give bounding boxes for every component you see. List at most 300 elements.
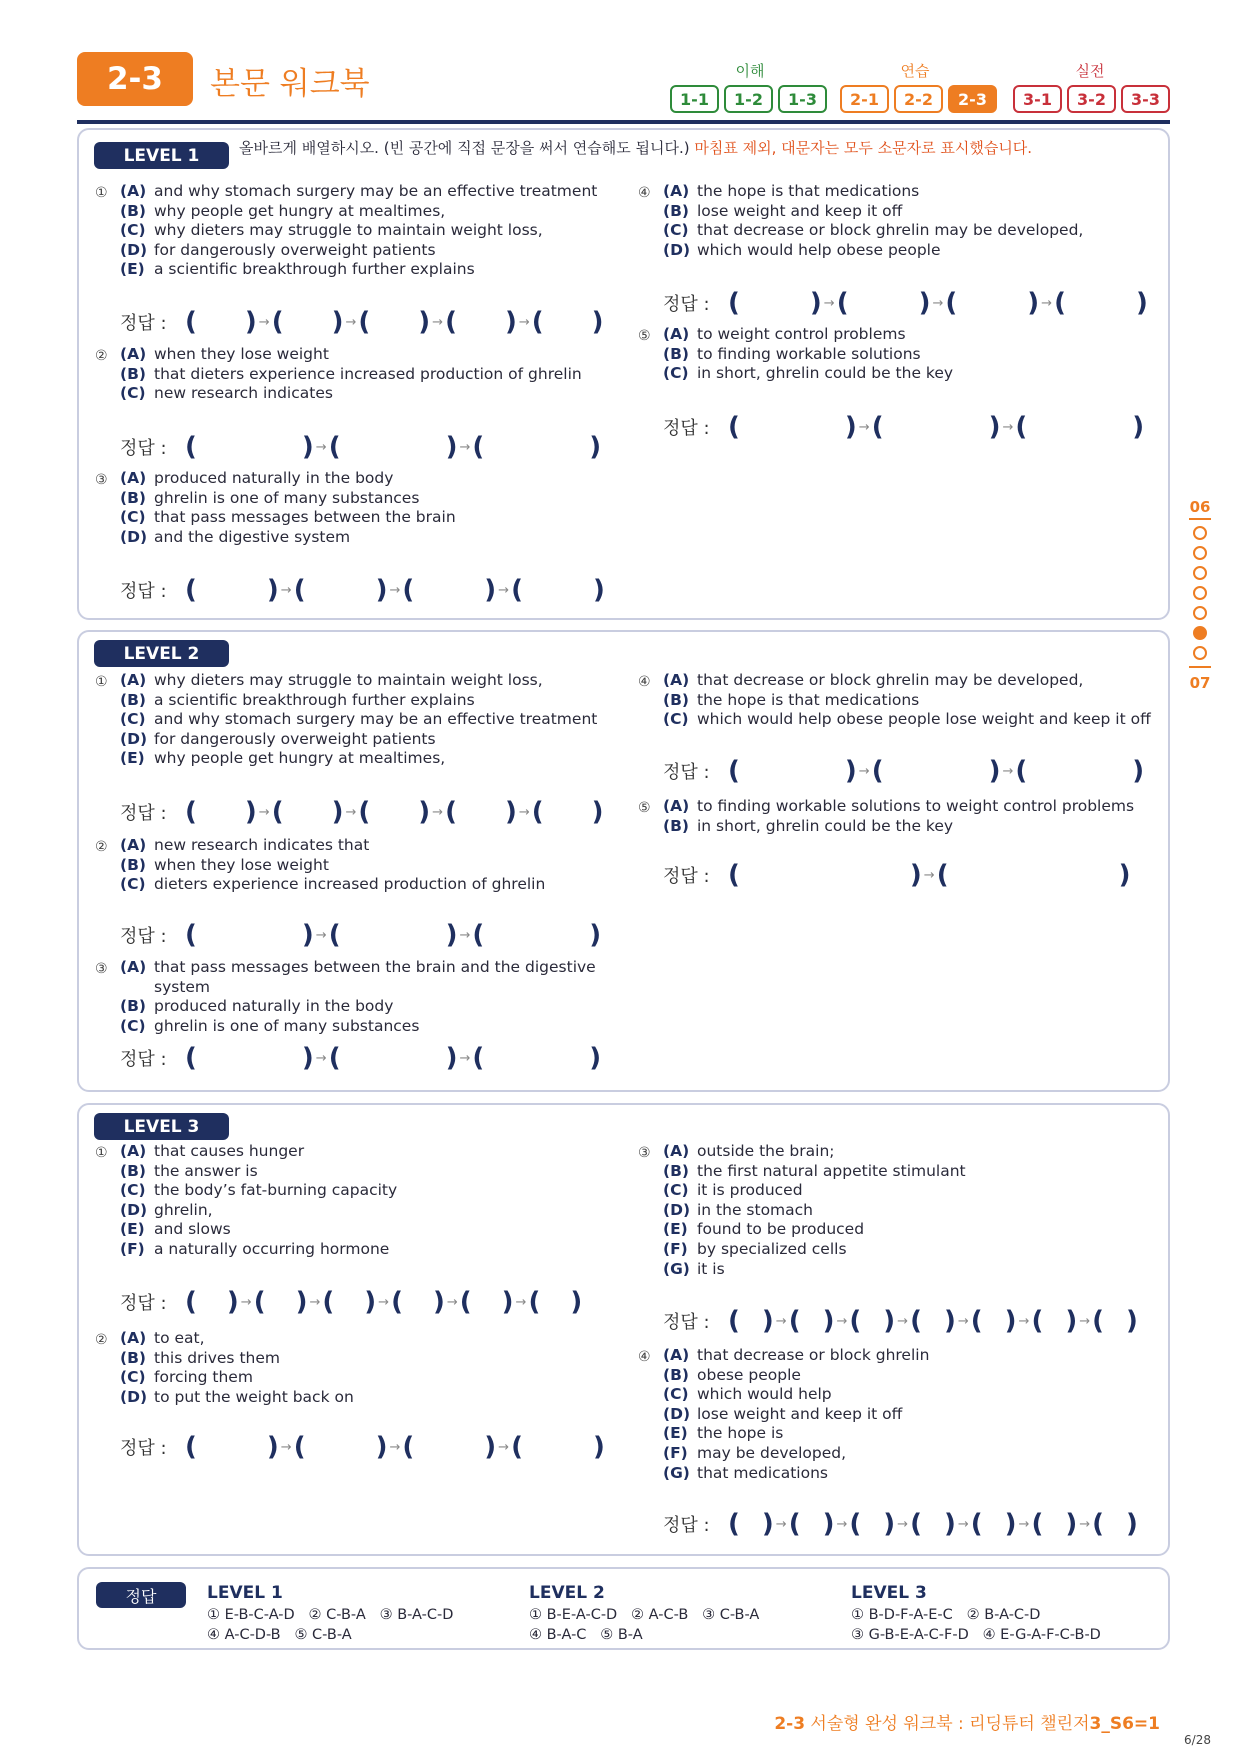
level2-answer-line-5 bbox=[663, 860, 1130, 890]
level1-question-3 bbox=[95, 469, 620, 547]
level3-label: LEVEL 3 bbox=[94, 1113, 229, 1140]
phrase-item bbox=[663, 221, 1153, 241]
phrase-letter: (D) bbox=[120, 527, 148, 546]
phrase-item bbox=[120, 1181, 620, 1201]
phrase-text: and the digestive system bbox=[154, 527, 351, 546]
level1-answer-line-4 bbox=[663, 288, 1148, 318]
answer-slot[interactable]: ( ) bbox=[970, 1306, 1017, 1336]
phrase-item bbox=[663, 1464, 1153, 1484]
level1-instruction: 올바르게 배열하시오. (빈 공간에 직접 문장을 써서 연습해도 됩니다.) 마침표 제외, 대문자는 모두 소문자로 표시했습니다. bbox=[239, 139, 1033, 157]
answer-key-level3: LEVEL 3 ① B-D-F-A-E-C ② B-A-C-D ③ G-B-E-A-C-F-D ④ E-G-A-F-C-B-D bbox=[851, 1583, 1101, 1643]
answer-slot[interactable]: ( ) bbox=[945, 288, 1040, 318]
phrase-item bbox=[120, 856, 620, 876]
phrase-item bbox=[120, 1017, 620, 1037]
answer-slot[interactable]: ( ) bbox=[788, 1509, 835, 1539]
arrow-icon: → bbox=[836, 1313, 848, 1329]
question-number: ⑤ bbox=[638, 328, 651, 344]
question-number: ② bbox=[95, 1332, 108, 1348]
answer-slot[interactable]: ( ) bbox=[328, 432, 458, 462]
phrase-item bbox=[663, 671, 1153, 691]
question-number: ③ bbox=[638, 1145, 651, 1161]
phrase-item bbox=[120, 1201, 620, 1221]
phrase-item bbox=[120, 1368, 620, 1388]
answer-label: 정답 : bbox=[663, 1312, 710, 1333]
level3-answer-line-1 bbox=[120, 1287, 582, 1317]
phrase-text: that pass messages between the brain and the digestive system bbox=[154, 958, 596, 996]
arrow-icon: → bbox=[515, 1294, 527, 1310]
level1-question-1 bbox=[95, 182, 620, 280]
answer-label: 정답 : bbox=[663, 762, 710, 783]
arrow-icon: → bbox=[280, 1439, 292, 1455]
arrow-icon: → bbox=[1002, 419, 1014, 435]
question-number: ② bbox=[95, 839, 108, 855]
phrase-letter: (D) bbox=[120, 1387, 148, 1406]
arrow-icon: → bbox=[498, 582, 510, 598]
phrase-letter: (C) bbox=[120, 710, 146, 729]
phrase-text: for dangerously overweight patients bbox=[154, 240, 436, 259]
arrow-icon: → bbox=[775, 1516, 787, 1532]
phrase-text: why dieters may struggle to maintain weight loss, bbox=[154, 671, 543, 689]
question-number: ④ bbox=[638, 1349, 651, 1365]
phrase-item bbox=[120, 469, 620, 489]
header-divider bbox=[77, 120, 1170, 124]
phrase-text: by specialized cells bbox=[697, 1239, 847, 1258]
arrow-icon: → bbox=[1002, 763, 1014, 779]
phrase-letter: (E) bbox=[120, 260, 145, 279]
answer-key-box bbox=[77, 1567, 1170, 1650]
nav-dot-icon[interactable] bbox=[1193, 566, 1207, 580]
answer-slot[interactable]: ( ) bbox=[391, 1287, 445, 1317]
answer-label: 정답 : bbox=[120, 803, 167, 824]
phrase-text: produced naturally in the body bbox=[154, 469, 394, 487]
answer-key-tag: 정답 bbox=[96, 1582, 186, 1608]
answer-label: 정답 : bbox=[663, 418, 710, 439]
step-3-3[interactable]: 3-3 bbox=[1121, 85, 1170, 113]
answer-slot[interactable]: ( ) bbox=[836, 288, 931, 318]
phrase-item bbox=[663, 1142, 1153, 1162]
phrase-letter: (B) bbox=[663, 690, 689, 709]
answer-slot[interactable]: ( ) bbox=[1015, 412, 1145, 442]
answer-slot[interactable]: ( ) bbox=[472, 1043, 602, 1073]
phrase-text: when they lose weight bbox=[154, 345, 329, 363]
phrase-item bbox=[663, 1346, 1153, 1366]
phrase-text: to finding workable solutions bbox=[697, 344, 921, 363]
phrase-letter: (F) bbox=[663, 1239, 688, 1258]
phrase-letter: (A) bbox=[120, 836, 147, 854]
answer-slot[interactable]: ( ) bbox=[185, 575, 279, 605]
phrase-text: in short, ghrelin could be the key bbox=[697, 816, 954, 835]
answer-slot[interactable]: ( ) bbox=[328, 920, 458, 950]
answer-label: 정답 : bbox=[120, 1438, 167, 1459]
answer-slot[interactable]: ( ) bbox=[910, 1509, 956, 1539]
answer-slot[interactable]: ( ) bbox=[185, 797, 257, 827]
phrase-letter: (B) bbox=[120, 997, 146, 1016]
phrase-item bbox=[663, 345, 1153, 365]
phrase-text: lose weight and keep it off bbox=[697, 201, 903, 220]
phrase-item bbox=[663, 710, 1153, 730]
phrase-item bbox=[663, 1260, 1153, 1280]
step-1-1[interactable]: 1-1 bbox=[670, 85, 719, 113]
phrase-item bbox=[120, 1349, 620, 1369]
phrase-letter: (B) bbox=[120, 690, 146, 709]
phrase-letter: (C) bbox=[120, 221, 146, 240]
phrase-item bbox=[120, 749, 620, 769]
level1-question-5 bbox=[638, 325, 1153, 384]
answer-slot[interactable]: ( ) bbox=[970, 1509, 1017, 1539]
phrase-text: why people get hungry at mealtimes, bbox=[154, 749, 446, 768]
nav-dot-icon[interactable] bbox=[1193, 646, 1207, 660]
answer-slot[interactable]: ( ) bbox=[322, 1287, 377, 1317]
phrase-letter: (D) bbox=[663, 1404, 691, 1423]
phrase-text: when they lose weight bbox=[154, 855, 329, 874]
arrow-icon: → bbox=[957, 1313, 969, 1329]
phrase-text: ghrelin is one of many substances bbox=[154, 488, 420, 507]
phrase-letter: (B) bbox=[663, 816, 689, 835]
step-1-2[interactable]: 1-2 bbox=[724, 85, 773, 113]
answer-label: 정답 : bbox=[663, 1515, 710, 1536]
answer-slot[interactable]: ( ) bbox=[511, 1432, 605, 1462]
answer-slot[interactable]: ( ) bbox=[1031, 1509, 1078, 1539]
arrow-icon: → bbox=[518, 314, 530, 330]
phrase-letter: (D) bbox=[120, 240, 148, 259]
phrase-item bbox=[120, 384, 620, 404]
answer-slot[interactable]: ( ) bbox=[871, 412, 1001, 442]
level2-question-2 bbox=[95, 836, 620, 895]
phrase-item bbox=[663, 691, 1153, 711]
level2-question-5 bbox=[638, 797, 1153, 836]
phrase-item bbox=[663, 1444, 1153, 1464]
phrase-text: and why stomach surgery may be an effective treatment bbox=[154, 710, 598, 729]
group-label-real: 실전 bbox=[1075, 62, 1105, 80]
phrase-letter: (B) bbox=[663, 1365, 689, 1384]
answer-label: 정답 : bbox=[120, 313, 167, 334]
answer-slot[interactable]: ( ) bbox=[849, 1509, 896, 1539]
phrase-text: the answer is bbox=[154, 1161, 258, 1180]
answer-slot[interactable]: ( ) bbox=[472, 920, 602, 950]
answer-slot[interactable]: ( ) bbox=[445, 307, 517, 337]
phrase-item bbox=[120, 1220, 620, 1240]
side-nav-divider bbox=[1189, 666, 1211, 668]
question-number: ④ bbox=[638, 185, 651, 201]
arrow-icon: → bbox=[258, 804, 270, 820]
phrase-text: ghrelin is one of many substances bbox=[154, 1016, 420, 1035]
phrase-item bbox=[663, 1201, 1153, 1221]
phrase-text: to put the weight back on bbox=[154, 1387, 354, 1406]
answer-slot[interactable]: ( ) bbox=[185, 1043, 314, 1073]
phrase-item bbox=[120, 1388, 620, 1408]
answer-slot[interactable]: ( ) bbox=[728, 756, 857, 786]
arrow-icon: → bbox=[258, 314, 270, 330]
phrase-letter: (C) bbox=[120, 508, 146, 527]
arrow-icon: → bbox=[345, 314, 357, 330]
phrase-letter: (E) bbox=[663, 1220, 688, 1239]
phrase-item bbox=[663, 241, 1153, 261]
answer-slot[interactable]: ( ) bbox=[328, 1043, 458, 1073]
answer-slot[interactable]: ( ) bbox=[531, 307, 604, 337]
answer-label: 정답 : bbox=[663, 866, 710, 887]
answer-slot[interactable]: ( ) bbox=[936, 860, 1131, 890]
phrase-text: in short, ghrelin could be the key bbox=[697, 364, 954, 383]
answer-slot[interactable]: ( ) bbox=[185, 307, 257, 337]
arrow-icon: → bbox=[459, 439, 471, 455]
nav-dot-icon[interactable] bbox=[1193, 606, 1207, 620]
step-2-1[interactable]: 2-1 bbox=[840, 85, 889, 113]
answer-slot[interactable]: ( ) bbox=[1092, 1306, 1138, 1336]
nav-dot-icon[interactable] bbox=[1193, 526, 1207, 540]
phrase-letter: (A) bbox=[663, 797, 690, 815]
phrase-text: which would help bbox=[697, 1385, 832, 1404]
phrase-item bbox=[663, 202, 1153, 222]
level2-answer-line-4 bbox=[663, 756, 1144, 786]
arrow-icon: → bbox=[432, 804, 444, 820]
answer-slot[interactable]: ( ) bbox=[1092, 1509, 1138, 1539]
answer-slot[interactable]: ( ) bbox=[728, 1509, 774, 1539]
phrase-item bbox=[120, 202, 620, 222]
phrase-letter: (C) bbox=[120, 875, 146, 894]
answer-slot[interactable]: ( ) bbox=[293, 1432, 388, 1462]
arrow-icon: → bbox=[280, 582, 292, 598]
phrase-text: produced naturally in the body bbox=[154, 997, 394, 1016]
phrase-item bbox=[663, 182, 1153, 202]
arrow-icon: → bbox=[932, 295, 944, 311]
answer-slot[interactable]: ( ) bbox=[531, 797, 604, 827]
level3-answer-line-4 bbox=[663, 1509, 1138, 1539]
phrase-letter: (A) bbox=[120, 345, 147, 363]
phrase-letter: (A) bbox=[663, 1346, 690, 1364]
phrase-letter: (A) bbox=[120, 1142, 147, 1160]
answer-slot[interactable]: ( ) bbox=[728, 288, 822, 318]
phrase-text: forcing them bbox=[154, 1368, 253, 1387]
phrase-text: it is bbox=[697, 1259, 725, 1278]
answer-label: 정답 : bbox=[120, 926, 167, 947]
level3-question-3 bbox=[638, 1142, 1153, 1279]
side-nav-divider bbox=[1189, 518, 1211, 520]
answer-slot[interactable]: ( ) bbox=[1054, 288, 1148, 318]
arrow-icon: → bbox=[1041, 295, 1053, 311]
phrase-text: the hope is bbox=[697, 1424, 784, 1443]
footer-title: 2-3 서술형 완성 워크북 : 리딩튜터 챌린저3_S6=1 bbox=[774, 1714, 1160, 1734]
phrase-letter: (A) bbox=[663, 671, 690, 689]
phrase-item bbox=[120, 671, 620, 691]
step-2-3[interactable]: 2-3 bbox=[948, 85, 997, 113]
answer-slot[interactable]: ( ) bbox=[788, 1306, 835, 1336]
answer-slot[interactable]: ( ) bbox=[358, 797, 431, 827]
level2-label: LEVEL 2 bbox=[94, 640, 229, 667]
answer-slot[interactable]: ( ) bbox=[185, 432, 314, 462]
phrase-item bbox=[120, 489, 620, 509]
phrase-text: the first natural appetite stimulant bbox=[697, 1161, 966, 1180]
phrase-item bbox=[663, 1220, 1153, 1240]
phrase-text: to finding workable solutions to weight control problems bbox=[697, 797, 1135, 815]
level3-answer-line-2 bbox=[120, 1432, 605, 1462]
phrase-item bbox=[120, 836, 620, 856]
answer-label: 정답 : bbox=[120, 438, 167, 459]
answer-slot[interactable]: ( ) bbox=[849, 1306, 896, 1336]
phrase-text: the hope is that medications bbox=[697, 182, 920, 200]
phrase-letter: (B) bbox=[663, 201, 689, 220]
phrase-item bbox=[120, 1240, 620, 1260]
arrow-icon: → bbox=[858, 763, 870, 779]
phrase-letter: (C) bbox=[120, 384, 146, 403]
level1-question-2 bbox=[95, 345, 620, 404]
answer-slot[interactable]: ( ) bbox=[871, 756, 1001, 786]
phrase-letter: (B) bbox=[120, 201, 146, 220]
phrase-item bbox=[663, 1162, 1153, 1182]
phrase-letter: (E) bbox=[663, 1424, 688, 1443]
level2-question-4 bbox=[638, 671, 1153, 730]
nav-dot-icon[interactable] bbox=[1193, 586, 1207, 600]
answer-slot[interactable]: ( ) bbox=[910, 1306, 956, 1336]
phrase-text: a scientific breakthrough further explains bbox=[154, 690, 475, 709]
answer-slot[interactable]: ( ) bbox=[472, 432, 602, 462]
arrow-icon: → bbox=[1079, 1516, 1091, 1532]
phrase-text: that medications bbox=[697, 1463, 828, 1482]
side-nav-top: 06 bbox=[1189, 498, 1211, 516]
level1-answer-line-1 bbox=[120, 307, 604, 337]
phrase-text: for dangerously overweight patients bbox=[154, 729, 436, 748]
answer-slot[interactable]: ( ) bbox=[459, 1287, 514, 1317]
answer-slot[interactable]: ( ) bbox=[1015, 756, 1145, 786]
arrow-icon: → bbox=[957, 1516, 969, 1532]
answer-slot[interactable]: ( ) bbox=[185, 920, 314, 950]
steps-understand bbox=[670, 85, 827, 113]
arrow-icon: → bbox=[836, 1516, 848, 1532]
phrase-letter: (B) bbox=[120, 1348, 146, 1367]
step-3-2[interactable]: 3-2 bbox=[1067, 85, 1116, 113]
phrase-letter: (B) bbox=[663, 1161, 689, 1180]
phrase-letter: (C) bbox=[663, 364, 689, 383]
phrase-item bbox=[120, 1162, 620, 1182]
phrase-item bbox=[120, 345, 620, 365]
phrase-letter: (C) bbox=[663, 221, 689, 240]
phrase-item bbox=[120, 710, 620, 730]
phrase-letter: (B) bbox=[120, 1161, 146, 1180]
phrase-letter: (A) bbox=[663, 182, 690, 200]
phrase-text: the hope is that medications bbox=[697, 690, 920, 709]
answer-slot[interactable]: ( ) bbox=[728, 1306, 774, 1336]
answer-slot[interactable]: ( ) bbox=[358, 307, 431, 337]
question-number: ① bbox=[95, 185, 108, 201]
phrase-letter: (C) bbox=[663, 710, 689, 729]
phrase-text: ghrelin, bbox=[154, 1200, 213, 1219]
page-number: 6/28 bbox=[1184, 1733, 1211, 1747]
phrase-text: the body’s fat-burning capacity bbox=[154, 1181, 398, 1200]
nav-dot-active-icon[interactable] bbox=[1193, 626, 1207, 640]
answer-slot[interactable]: ( ) bbox=[528, 1287, 583, 1317]
arrow-icon: → bbox=[315, 1050, 327, 1066]
phrase-item bbox=[120, 730, 620, 750]
phrase-text: a naturally occurring hormone bbox=[154, 1239, 390, 1258]
phrase-letter: (C) bbox=[663, 1385, 689, 1404]
answer-slot[interactable]: ( ) bbox=[728, 412, 857, 442]
phrase-item bbox=[663, 1424, 1153, 1444]
phrase-text: which would help obese people lose weight and keep it off bbox=[697, 710, 1151, 729]
phrase-item bbox=[663, 364, 1153, 384]
step-2-2[interactable]: 2-2 bbox=[894, 85, 943, 113]
phrase-letter: (A) bbox=[663, 1142, 690, 1160]
phrase-letter: (G) bbox=[663, 1259, 690, 1278]
phrase-letter: (C) bbox=[120, 1368, 146, 1387]
side-nav-bottom: 07 bbox=[1189, 674, 1211, 692]
level3-answer-line-3 bbox=[663, 1306, 1138, 1336]
phrase-letter: (G) bbox=[663, 1463, 690, 1482]
answer-slot[interactable]: ( ) bbox=[271, 797, 344, 827]
phrase-item bbox=[120, 958, 620, 997]
question-number: ④ bbox=[638, 674, 651, 690]
arrow-icon: → bbox=[897, 1516, 909, 1532]
arrow-icon: → bbox=[923, 867, 935, 883]
phrase-text: it is produced bbox=[697, 1181, 803, 1200]
arrow-icon: → bbox=[459, 927, 471, 943]
phrase-item bbox=[120, 221, 620, 241]
page-title: 본문 워크북 bbox=[210, 66, 370, 102]
question-number: ③ bbox=[95, 961, 108, 977]
phrase-item bbox=[120, 260, 620, 280]
answer-key-level2: LEVEL 2 ① B-E-A-C-D ② A-C-B ③ C-B-A ④ B-A-C ⑤ B-A bbox=[529, 1583, 760, 1643]
answer-slot[interactable]: ( ) bbox=[293, 575, 388, 605]
nav-dot-icon[interactable] bbox=[1193, 546, 1207, 560]
step-1-3[interactable]: 1-3 bbox=[778, 85, 827, 113]
answer-slot[interactable]: ( ) bbox=[1031, 1306, 1078, 1336]
answer-slot[interactable]: ( ) bbox=[728, 860, 922, 890]
phrase-letter: (A) bbox=[120, 1329, 147, 1347]
answer-key-level1: LEVEL 1 ① E-B-C-A-D ② C-B-A ③ B-A-C-D ④ A-C-D-B ⑤ C-B-A bbox=[207, 1583, 454, 1643]
level1-answer-line-3 bbox=[120, 575, 605, 605]
level3-question-4 bbox=[638, 1346, 1153, 1483]
phrase-text: found to be produced bbox=[697, 1220, 865, 1239]
phrase-text: and why stomach surgery may be an effective treatment bbox=[154, 182, 598, 200]
arrow-icon: → bbox=[459, 1050, 471, 1066]
answer-slot[interactable]: ( ) bbox=[271, 307, 344, 337]
step-3-1[interactable]: 3-1 bbox=[1013, 85, 1062, 113]
group-label-understand: 이해 bbox=[735, 62, 765, 80]
answer-slot[interactable]: ( ) bbox=[185, 1432, 279, 1462]
answer-slot[interactable]: ( ) bbox=[253, 1287, 308, 1317]
phrase-letter: (A) bbox=[120, 671, 147, 689]
arrow-icon: → bbox=[345, 804, 357, 820]
phrase-letter: (A) bbox=[120, 469, 147, 487]
phrase-item bbox=[663, 1366, 1153, 1386]
answer-slot[interactable]: ( ) bbox=[511, 575, 605, 605]
phrase-letter: (B) bbox=[663, 344, 689, 363]
phrase-text: outside the brain; bbox=[697, 1142, 835, 1160]
phrase-letter: (F) bbox=[120, 1239, 145, 1258]
phrase-letter: (D) bbox=[663, 1200, 691, 1219]
level3-question-2 bbox=[95, 1329, 620, 1407]
arrow-icon: → bbox=[823, 295, 835, 311]
arrow-icon: → bbox=[775, 1313, 787, 1329]
phrase-letter: (E) bbox=[120, 1220, 145, 1239]
lesson-badge: 2-3 bbox=[77, 52, 193, 106]
answer-slot[interactable]: ( ) bbox=[445, 797, 517, 827]
phrase-text: a scientific breakthrough further explains bbox=[154, 260, 475, 279]
phrase-item bbox=[120, 1142, 620, 1162]
phrase-letter: (C) bbox=[120, 1181, 146, 1200]
phrase-item bbox=[120, 241, 620, 261]
group-label-practice: 연습 bbox=[900, 62, 930, 80]
phrase-item bbox=[120, 875, 620, 895]
phrase-letter: (D) bbox=[120, 1200, 148, 1219]
phrase-text: why dieters may struggle to maintain weight loss, bbox=[154, 221, 543, 240]
answer-slot[interactable]: ( ) bbox=[402, 1432, 497, 1462]
steps-real bbox=[1013, 85, 1170, 113]
phrase-text: in the stomach bbox=[697, 1200, 814, 1219]
answer-slot[interactable]: ( ) bbox=[402, 575, 497, 605]
arrow-icon: → bbox=[309, 1294, 321, 1310]
phrase-text: new research indicates that bbox=[154, 836, 370, 854]
answer-slot[interactable]: ( ) bbox=[185, 1287, 239, 1317]
arrow-icon: → bbox=[897, 1313, 909, 1329]
